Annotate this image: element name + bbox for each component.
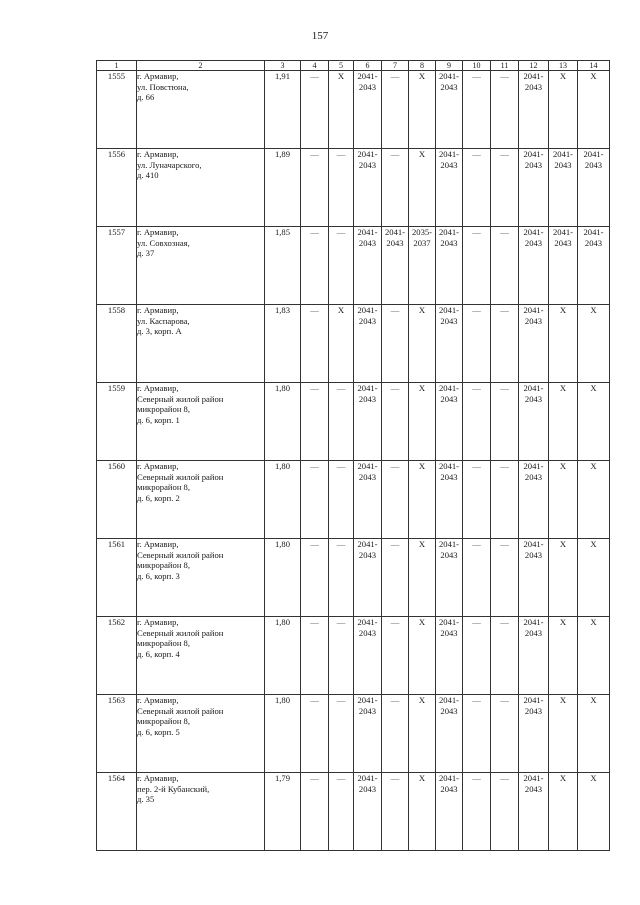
register-table	[96, 60, 610, 851]
address-line: д. 6, корп. 1	[137, 415, 180, 426]
cell-c12: 2041- 2043	[519, 617, 549, 695]
cell-c10: —	[463, 227, 491, 305]
cell-c5: —	[329, 617, 354, 695]
cell-c6: 2041- 2043	[354, 383, 382, 461]
cell-c14: Х	[578, 773, 610, 851]
row-number: 1560	[97, 461, 137, 539]
cell-c10: —	[463, 695, 491, 773]
cell-c9: 2041- 2043	[436, 71, 463, 149]
cell-c11: —	[491, 149, 519, 227]
row-number: 1555	[97, 71, 137, 149]
column-header-1: 1	[97, 61, 137, 71]
table-row	[97, 305, 610, 383]
cell-c10: —	[463, 773, 491, 851]
cell-c13: 2041- 2043	[549, 149, 578, 227]
address-line: ул. Луначарского,	[137, 159, 202, 170]
column-header-7: 7	[382, 61, 409, 71]
cell-c7: —	[382, 539, 409, 617]
cell-c12: 2041- 2043	[519, 773, 549, 851]
cell-c13: Х	[549, 71, 578, 149]
cell-c5: —	[329, 461, 354, 539]
address-line: Северный жилой район	[137, 627, 224, 638]
address-line: микрорайон 8,	[137, 716, 191, 727]
area-cell: 1,80	[265, 695, 301, 773]
column-header-6: 6	[354, 61, 382, 71]
address-cell	[137, 383, 265, 461]
cell-c8: Х	[409, 539, 436, 617]
cell-c13: Х	[549, 695, 578, 773]
cell-c8: Х	[409, 383, 436, 461]
address-line: ул. Совхозная,	[137, 237, 190, 248]
address-line: пер. 2-й Кубанский,	[137, 783, 210, 794]
cell-c7: —	[382, 383, 409, 461]
cell-c5: Х	[329, 71, 354, 149]
cell-c6: 2041- 2043	[354, 461, 382, 539]
cell-c14: Х	[578, 617, 610, 695]
page-number: 157	[311, 30, 329, 42]
row-number: 1562	[97, 617, 137, 695]
cell-c4: —	[301, 149, 329, 227]
cell-c11: —	[491, 461, 519, 539]
address-cell	[137, 71, 265, 149]
cell-c13: Х	[549, 539, 578, 617]
cell-c5: —	[329, 773, 354, 851]
address-line: д. 6, корп. 4	[137, 649, 180, 660]
address-cell	[137, 773, 265, 851]
cell-c7: —	[382, 773, 409, 851]
cell-c12: 2041- 2043	[519, 383, 549, 461]
cell-c7: —	[382, 149, 409, 227]
area-cell: 1,79	[265, 773, 301, 851]
area-cell: 1,83	[265, 305, 301, 383]
table-row	[97, 149, 610, 227]
address-line: г. Армавир,	[137, 773, 179, 783]
cell-c7: 2041- 2043	[382, 227, 409, 305]
area-cell: 1,89	[265, 149, 301, 227]
cell-c8: Х	[409, 71, 436, 149]
cell-c13: Х	[549, 305, 578, 383]
cell-c10: —	[463, 539, 491, 617]
address-cell	[137, 227, 265, 305]
cell-c9: 2041- 2043	[436, 383, 463, 461]
cell-c10: —	[463, 383, 491, 461]
column-header-3: 3	[265, 61, 301, 71]
cell-c10: —	[463, 461, 491, 539]
table-row	[97, 539, 610, 617]
column-header-12: 12	[519, 61, 549, 71]
address-line: Северный жилой район	[137, 549, 224, 560]
cell-c12: 2041- 2043	[519, 71, 549, 149]
cell-c6: 2041- 2043	[354, 227, 382, 305]
cell-c5: —	[329, 227, 354, 305]
column-header-5: 5	[329, 61, 354, 71]
cell-c14: Х	[578, 539, 610, 617]
address-line: г. Армавир,	[137, 539, 179, 549]
cell-c5: —	[329, 695, 354, 773]
table-row	[97, 461, 610, 539]
cell-c7: —	[382, 461, 409, 539]
cell-c7: —	[382, 695, 409, 773]
cell-c5: —	[329, 539, 354, 617]
cell-c11: —	[491, 773, 519, 851]
cell-c8: 2035- 2037	[409, 227, 436, 305]
address-line: д. 410	[137, 170, 159, 181]
cell-c9: 2041- 2043	[436, 695, 463, 773]
address-line: д. 3, корп. А	[137, 326, 182, 337]
cell-c10: —	[463, 617, 491, 695]
cell-c13: Х	[549, 773, 578, 851]
address-line: Северный жилой район	[137, 393, 224, 404]
address-line: микрорайон 8,	[137, 560, 191, 571]
cell-c12: 2041- 2043	[519, 695, 549, 773]
header-row	[97, 61, 610, 71]
cell-c9: 2041- 2043	[436, 305, 463, 383]
cell-c11: —	[491, 383, 519, 461]
address-line: г. Армавир,	[137, 617, 179, 627]
cell-c10: —	[463, 149, 491, 227]
cell-c9: 2041- 2043	[436, 773, 463, 851]
row-number: 1557	[97, 227, 137, 305]
cell-c7: —	[382, 305, 409, 383]
address-line: ул. Повстюна,	[137, 81, 189, 92]
column-header-9: 9	[436, 61, 463, 71]
address-line: микрорайон 8,	[137, 482, 191, 493]
row-number: 1563	[97, 695, 137, 773]
cell-c8: Х	[409, 461, 436, 539]
row-number: 1559	[97, 383, 137, 461]
address-line: д. 37	[137, 248, 155, 259]
cell-c8: Х	[409, 149, 436, 227]
address-line: г. Армавир,	[137, 383, 179, 393]
cell-c4: —	[301, 773, 329, 851]
address-cell	[137, 695, 265, 773]
area-cell: 1,80	[265, 383, 301, 461]
column-header-13: 13	[549, 61, 578, 71]
address-line: г. Армавир,	[137, 71, 179, 81]
column-header-11: 11	[491, 61, 519, 71]
cell-c11: —	[491, 617, 519, 695]
address-line: д. 6, корп. 2	[137, 493, 180, 504]
table-row	[97, 695, 610, 773]
cell-c14: Х	[578, 695, 610, 773]
address-line: Северный жилой район	[137, 705, 224, 716]
cell-c9: 2041- 2043	[436, 617, 463, 695]
cell-c11: —	[491, 305, 519, 383]
cell-c11: —	[491, 71, 519, 149]
cell-c12: 2041- 2043	[519, 149, 549, 227]
table-row	[97, 773, 610, 851]
table-row	[97, 227, 610, 305]
cell-c6: 2041- 2043	[354, 305, 382, 383]
cell-c14: Х	[578, 305, 610, 383]
cell-c14: Х	[578, 383, 610, 461]
table-row	[97, 71, 610, 149]
address-cell	[137, 617, 265, 695]
cell-c4: —	[301, 461, 329, 539]
column-header-8: 8	[409, 61, 436, 71]
cell-c6: 2041- 2043	[354, 617, 382, 695]
cell-c9: 2041- 2043	[436, 227, 463, 305]
cell-c8: Х	[409, 617, 436, 695]
cell-c12: 2041- 2043	[519, 539, 549, 617]
cell-c13: Х	[549, 617, 578, 695]
column-header-4: 4	[301, 61, 329, 71]
address-cell	[137, 539, 265, 617]
row-number: 1564	[97, 773, 137, 851]
cell-c4: —	[301, 383, 329, 461]
cell-c4: —	[301, 695, 329, 773]
cell-c9: 2041- 2043	[436, 149, 463, 227]
cell-c4: —	[301, 305, 329, 383]
cell-c6: 2041- 2043	[354, 149, 382, 227]
area-cell: 1,91	[265, 71, 301, 149]
address-cell	[137, 149, 265, 227]
cell-c14: 2041- 2043	[578, 227, 610, 305]
address-line: г. Армавир,	[137, 305, 179, 315]
cell-c12: 2041- 2043	[519, 227, 549, 305]
cell-c8: Х	[409, 695, 436, 773]
cell-c6: 2041- 2043	[354, 695, 382, 773]
area-cell: 1,80	[265, 617, 301, 695]
row-number: 1558	[97, 305, 137, 383]
cell-c6: 2041- 2043	[354, 539, 382, 617]
address-line: д. 35	[137, 794, 155, 805]
area-cell: 1,80	[265, 461, 301, 539]
cell-c10: —	[463, 305, 491, 383]
cell-c6: 2041- 2043	[354, 773, 382, 851]
cell-c14: 2041- 2043	[578, 149, 610, 227]
address-line: г. Армавир,	[137, 227, 179, 237]
address-line: Северный жилой район	[137, 471, 224, 482]
column-header-10: 10	[463, 61, 491, 71]
row-number: 1561	[97, 539, 137, 617]
address-cell	[137, 305, 265, 383]
address-line: д. 66	[137, 92, 155, 103]
column-header-14: 14	[578, 61, 610, 71]
table-row	[97, 383, 610, 461]
address-line: ул. Каспарова,	[137, 315, 190, 326]
cell-c12: 2041- 2043	[519, 461, 549, 539]
cell-c14: Х	[578, 461, 610, 539]
cell-c5: Х	[329, 305, 354, 383]
cell-c13: Х	[549, 383, 578, 461]
cell-c10: —	[463, 71, 491, 149]
cell-c4: —	[301, 227, 329, 305]
cell-c5: —	[329, 383, 354, 461]
area-cell: 1,80	[265, 539, 301, 617]
address-line: микрорайон 8,	[137, 638, 191, 649]
row-number: 1556	[97, 149, 137, 227]
address-line: г. Армавир,	[137, 695, 179, 705]
cell-c11: —	[491, 539, 519, 617]
cell-c8: Х	[409, 305, 436, 383]
address-line: г. Армавир,	[137, 461, 179, 471]
cell-c4: —	[301, 539, 329, 617]
cell-c6: 2041- 2043	[354, 71, 382, 149]
cell-c14: Х	[578, 71, 610, 149]
cell-c9: 2041- 2043	[436, 461, 463, 539]
table-row	[97, 617, 610, 695]
column-header-2: 2	[137, 61, 265, 71]
address-line: микрорайон 8,	[137, 404, 191, 415]
cell-c7: —	[382, 71, 409, 149]
cell-c13: 2041- 2043	[549, 227, 578, 305]
cell-c8: Х	[409, 773, 436, 851]
address-line: д. 6, корп. 3	[137, 571, 180, 582]
cell-c4: —	[301, 71, 329, 149]
cell-c11: —	[491, 695, 519, 773]
cell-c7: —	[382, 617, 409, 695]
cell-c4: —	[301, 617, 329, 695]
address-line: г. Армавир,	[137, 149, 179, 159]
address-line: д. 6, корп. 5	[137, 727, 180, 738]
cell-c5: —	[329, 149, 354, 227]
address-cell	[137, 461, 265, 539]
cell-c9: 2041- 2043	[436, 539, 463, 617]
cell-c13: Х	[549, 461, 578, 539]
cell-c11: —	[491, 227, 519, 305]
area-cell: 1,85	[265, 227, 301, 305]
cell-c12: 2041- 2043	[519, 305, 549, 383]
